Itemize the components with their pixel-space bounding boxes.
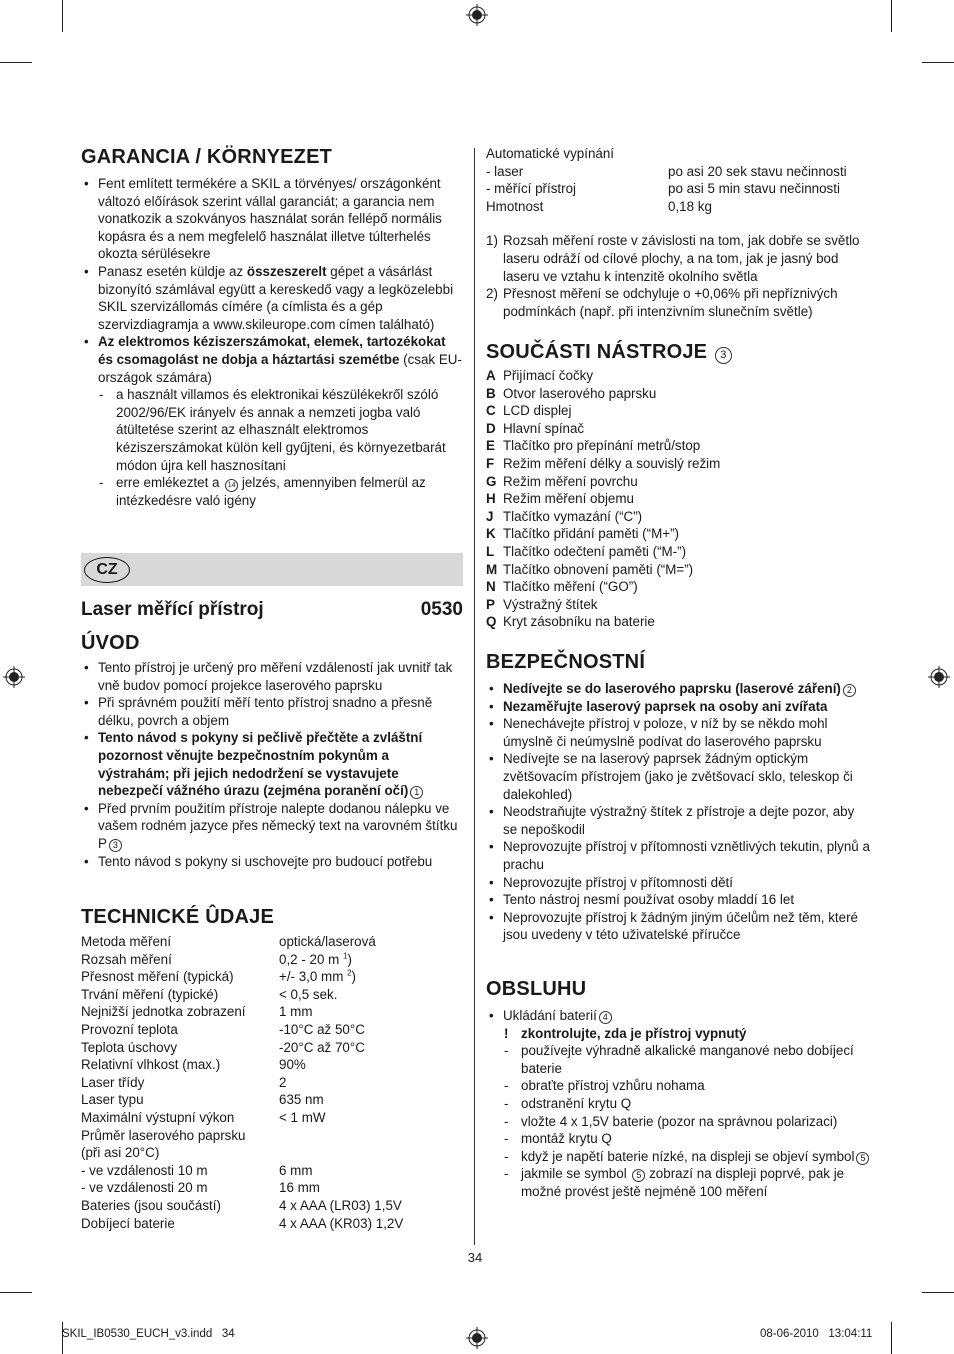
part-item: C LCD displej bbox=[486, 403, 572, 419]
spec-row: - laser po asi 20 sek stavu nečinnosti bbox=[486, 163, 847, 179]
list-item: • Neprovozujte přístroj k žádným jiným účelům než těm, které jsou uvedeny v této uživatelské příručce bbox=[486, 909, 870, 944]
figure-ref-icon: 1 bbox=[410, 786, 423, 799]
list-item: - a használt villamos és elektronikai készülékekről szóló 2002/96/EK irányelv és annak a nemzeti jogba való átültetése szerint az elhasznált elektromos kéziszerszámokat külön kell gyűjteni, és környezetbarát módon újra kell hasznosítani bbox=[81, 386, 463, 474]
list-item: • Při správném použití měří tento přístroj snadno a přesně délku, povrch a objem bbox=[81, 694, 463, 729]
footer-timestamp: 08-06-2010 13:04:11 bbox=[760, 1328, 873, 1340]
product-heading bbox=[81, 598, 463, 622]
spec-row: Dobíjecí baterie 4 x AAA (KR03) 1,2V bbox=[81, 1215, 404, 1231]
crop-mark bbox=[891, 1322, 892, 1354]
list-item: - obraťte přístroj vzhůru nohama bbox=[486, 1077, 870, 1095]
uvod-list bbox=[81, 659, 463, 870]
part-item: P Výstražný štítek bbox=[486, 596, 598, 612]
uvod-section bbox=[81, 631, 463, 870]
list-item: - montáž krytu Q bbox=[486, 1130, 870, 1148]
symbol-14-icon: 14 bbox=[225, 479, 238, 492]
part-item: L Tlačítko odečtení paměti (“M-”) bbox=[486, 543, 687, 559]
list-item: - erre emlékeztet a 14 jelzés, amennyiben felmerül az intézkedésre való igény bbox=[81, 474, 463, 510]
figure-ref-icon: 3 bbox=[109, 839, 122, 852]
tech-section bbox=[81, 905, 463, 1232]
registration-mark-icon bbox=[928, 666, 950, 688]
safety-heading: BEZPEČNOSTNÍ bbox=[486, 651, 646, 673]
crop-mark bbox=[0, 1292, 32, 1293]
spec-row: Trvání měření (typické) < 0,5 sek. bbox=[81, 986, 338, 1002]
list-item: • Neodstraňujte výstražný štítek z přístroje a dejte pozor, aby se nepoškodil bbox=[486, 803, 870, 838]
crop-mark bbox=[0, 62, 32, 63]
spec-row: Metoda měření optická/laserová bbox=[81, 934, 376, 949]
spec-row: Provozní teplota -10°C až 50°C bbox=[81, 1021, 365, 1037]
figure-ref-icon: 5 bbox=[856, 1152, 869, 1165]
list-item: - odstranění krytu Q bbox=[486, 1095, 870, 1113]
list-item: • Tento přístroj je určený pro měření vzdáleností jak uvnitř tak vně budov pomocí projekce laserového paprsku bbox=[81, 659, 463, 694]
language-badge: CZ bbox=[84, 557, 130, 583]
safety-section bbox=[486, 650, 870, 944]
list-item: • Nedívejte se na laserový paprsek žádným optickým zvětšovacím přístrojem (jako je zvětšovací sklo, teleskop či dalekohled) bbox=[486, 750, 870, 803]
garancia-list bbox=[81, 175, 463, 510]
parts-heading: SOUČÁSTI NÁSTROJE 3 bbox=[486, 340, 870, 364]
list-item: • Az elektromos kéziszerszámokat, elemek, tartozékokat és csomagolást ne dobja a háztartási szemétbe (csak EU-országok számára) bbox=[81, 333, 463, 386]
list-item: • Panasz esetén küldje az összeszerelt gépet a vásárlást bizonyító számlával együtt a kereskedő vagy a legközelebbi SKIL szervizállomás címére (a címlista és a gép szervizdiagramja a www.skileurope.com címen található) bbox=[81, 263, 463, 333]
spec-row: - ve vzdálenosti 20 m 16 mm bbox=[81, 1180, 320, 1196]
list-item: • Tento návod s pokyny si uschovejte pro budoucí potřebu bbox=[81, 853, 463, 871]
figure-ref-icon: 2 bbox=[843, 684, 856, 697]
list-item: • Neprovozujte přístroj v přítomnosti vznětlivých tekutin, plynů a prachu bbox=[486, 838, 870, 873]
spec-row: Hmotnost 0,18 kg bbox=[486, 198, 712, 214]
crop-mark bbox=[922, 1292, 954, 1293]
right-column bbox=[486, 145, 870, 1199]
registration-mark-icon bbox=[466, 4, 488, 26]
footer-file: SKIL_IB0530_EUCH_v3.indd 34 bbox=[62, 1328, 235, 1340]
list-item: • Neprovozujte přístroj v přítomnosti dětí bbox=[486, 874, 870, 892]
language-bar bbox=[81, 553, 463, 586]
parts-list bbox=[486, 367, 870, 631]
spec-row: Přesnost měření (typická) +/- 3,0 mm $^2$) bbox=[81, 968, 357, 985]
figure-ref-icon: 4 bbox=[599, 1011, 612, 1024]
list-item: ! zkontrolujte, zda je přístroj vypnutý bbox=[486, 1025, 870, 1043]
list-item: • Nezaměřujte laserový paprsek na osoby ani zvířata bbox=[486, 698, 870, 716]
product-title: Laser měřící přístroj bbox=[81, 599, 264, 620]
product-code: 0530 bbox=[420, 599, 463, 620]
list-item: - když je napětí baterie nízké, na displeji se objeví symbol 5 bbox=[486, 1148, 870, 1166]
part-item: E Tlačítko pro přepínání metrů/stop bbox=[486, 438, 701, 454]
list-item: • Tento nástroj nesmí používat osoby mladdí 16 let bbox=[486, 891, 870, 909]
column-divider bbox=[474, 148, 475, 1245]
footnote: 1) Rozsah měření roste v závislosti na tom, jak dobře se světlo laseru odráží od cílové plochy, a na tom, jak je jasný bod laseru ve vztahu k intenzitě okolního světla bbox=[486, 233, 860, 284]
auto-off-label: Automatické vypínání bbox=[486, 146, 615, 161]
safety-list bbox=[486, 680, 870, 944]
part-item: N Tlačítko měření (“GO”) bbox=[486, 579, 638, 595]
list-item: • Před prvním použitím přístroje nalepte dodanou nálepku ve vašem rodném jazyce přes německý text na varovném štítku P 3 bbox=[81, 800, 463, 853]
spec-row: Relativní vlhkost (max.) 90% bbox=[81, 1057, 306, 1073]
garancia-heading: GARANCIA / KÖRNYEZET bbox=[81, 146, 333, 168]
part-item: D Hlavní spínač bbox=[486, 420, 585, 436]
figure-ref-icon: 5 bbox=[632, 1169, 645, 1182]
part-item: B Otvor laserového paprsku bbox=[486, 385, 657, 401]
part-item: A Přijímací čočky bbox=[486, 368, 594, 383]
spec-row: - měřící přístroj po asi 5 min stavu nečinnosti bbox=[486, 181, 840, 197]
page-number: 34 bbox=[467, 1250, 483, 1265]
list-item: • Nenechávejte přístroj v poloze, v níž by se někdo mohl úmyslně či neúmyslně podívat do laserového paprsku bbox=[486, 715, 870, 750]
footnotes bbox=[486, 232, 870, 320]
list-item: - vložte 4 x 1,5V baterie (pozor na správnou polarizaci) bbox=[486, 1113, 870, 1131]
footnote: 2) Přesnost měření se odchyluje o +0,06% při nepříznivých podmínkách (např. při intenzivním slunečním světle) bbox=[486, 286, 838, 319]
spec-row: Průměr laserového paprsku bbox=[81, 1127, 246, 1143]
part-item: F Režim měření délky a souvislý režim bbox=[486, 455, 721, 471]
part-item: H Režim měření objemu bbox=[486, 491, 634, 507]
spec-row: Rozsah měření 0,2 - 20 m $^1$) bbox=[81, 951, 352, 967]
figure-ref-icon: 3 bbox=[715, 347, 732, 364]
uvod-heading: ÚVOD bbox=[81, 632, 140, 654]
spec-row: Laser třídy 2 bbox=[81, 1074, 287, 1090]
obsluhu-heading: OBSLUHU bbox=[486, 978, 587, 1000]
spec-row: (při asi 20°C) bbox=[81, 1145, 160, 1161]
list-item: • Tento návod s pokyny si pečlivě přečtěte a zvláštní pozornost věnujte bezpečnostním pokynům a výstrahám; při jejich nedodržení se vystavujete nebezpečí vážného úrazu (zejména poranění očí) 1 bbox=[81, 729, 463, 799]
list-item: • Fent említett termékére a SKIL a törvényes/ országonként változó előírások szerint vállal garanciát; a garancia nem vonatkozik a szokványos használat során fellépő normális kopásra és a nem megfelelő használat illetve túlterhelés okozta sérülésekre bbox=[81, 175, 463, 263]
obsluhu-list bbox=[486, 1007, 870, 1201]
list-item: • Nedívejte se do laserového paprsku (laserové záření) 2 bbox=[486, 680, 870, 698]
list-item: - používejte výhradně alkalické manganové nebo dobíjecí baterie bbox=[486, 1042, 870, 1077]
part-item: J Tlačítko vymazání (“C”) bbox=[486, 508, 643, 524]
part-item: Q Kryt zásobníku na baterie bbox=[486, 614, 655, 630]
crop-mark bbox=[62, 0, 63, 32]
spec-row: Laser typu 635 nm bbox=[81, 1092, 324, 1108]
part-item: G Režim měření povrchu bbox=[486, 473, 638, 489]
crop-mark bbox=[891, 0, 892, 32]
part-item: K Tlačítko přidání paměti (“M+”) bbox=[486, 526, 679, 542]
list-item: • Ukládání baterií 4 bbox=[486, 1007, 870, 1025]
registration-mark-icon bbox=[3, 666, 25, 688]
spec-row: Nejnižší jednotka zobrazení 1 mm bbox=[81, 1004, 313, 1020]
spec-row: Bateries (jsou součástí) 4 x AAA (LR03) 1,5V bbox=[81, 1197, 402, 1213]
obsluhu-section bbox=[486, 977, 870, 1201]
registration-mark-icon bbox=[466, 1327, 488, 1349]
tech-heading: TECHNICKÉ ÛDAJE bbox=[81, 906, 275, 928]
list-item: - jakmile se symbol 5 zobrazí na displeji poprvé, pak je možné provést ještě nejméně 100 měření bbox=[486, 1165, 870, 1200]
spec-row: Maximální výstupní výkon < 1 mW bbox=[81, 1109, 326, 1125]
spec-row: - ve vzdálenosti 10 m 6 mm bbox=[81, 1162, 313, 1178]
parts-section bbox=[486, 340, 870, 631]
spec-table bbox=[81, 933, 463, 1232]
crop-mark bbox=[922, 62, 954, 63]
spec-row: Teplota úschovy -20°C až 70°C bbox=[81, 1039, 365, 1055]
left-column bbox=[81, 145, 463, 1231]
part-item: M Tlačítko obnovení paměti (“M=”) bbox=[486, 561, 694, 577]
